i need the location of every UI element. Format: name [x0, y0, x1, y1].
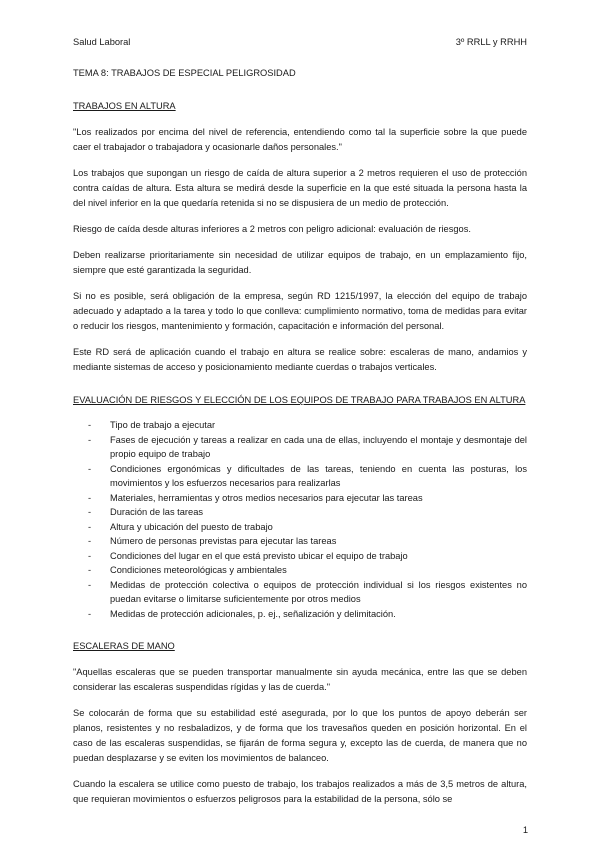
list-item: - Tipo de trabajo a ejecutar [73, 418, 527, 433]
list-item: - Condiciones del lugar en el que está previsto ubicar el equipo de trabajo [73, 549, 527, 564]
header-course: 3º RRLL y RRHH [455, 37, 527, 47]
bullet-dash: - [88, 565, 92, 575]
paragraph-obligacion-empresa: Si no es posible, será obligación de la empresa, según RD 1215/1997, la elección del equipo de trabajo adecuado y adaptado a la tarea y todo lo que conlleva: cumplimiento normativo, toma de medidas para evitar o reducir los riesgos, mantenimiento y formación, capacitación e información del personal. [73, 291, 527, 331]
paragraph-2-metros: Los trabajos que supongan un riesgo de caída de altura superior a 2 metros requieren el uso de protección contra caídas de altura. Esta altura se medirá desde la superficie en la que esté situada la persona hasta la del nivel inferior en la que quedaría retenida si no se dispusiera de un medio de protección. [73, 168, 527, 208]
evaluation-list [73, 418, 527, 621]
bullet-dash: - [88, 579, 92, 590]
header-subject: Salud Laboral [73, 37, 131, 47]
list-item: - Materiales, herramientas y otros medios necesarios para ejecutar las tareas [73, 491, 527, 506]
bullet-dash: - [88, 492, 92, 503]
list-item: - Número de personas previstas para ejecutar las tareas [73, 534, 527, 549]
paragraph-prioridad: Deben realizarse prioritariamente sin necesidad de utilizar equipos de trabajo, en un emplazamiento fijo, siempre que esté garantizada la seguridad. [73, 250, 527, 275]
document-title: TEMA 8: TRABAJOS DE ESPECIAL PELIGROSIDAD [73, 68, 296, 78]
paragraph-definicion-escaleras: "Aquellas escaleras que se pueden transportar manualmente sin ayuda mecánica, entre las que se deben considerar las escaleras suspendidas rígidas y las de cuerda." [73, 667, 527, 692]
paragraph-definition: "Los realizados por encima del nivel de referencia, entendiendo como tal la superficie sobre la que puede caer el trabajador o trabajadora y ocasionarle daños personales." [73, 127, 527, 152]
bullet-dash: - [88, 536, 92, 546]
list-item: - Medidas de protección adicionales, p. ej., señalización y delimitación. [73, 607, 527, 622]
bullet-dash: - [88, 550, 92, 561]
bullet-dash: - [88, 463, 92, 474]
bullet-dash: - [88, 507, 92, 517]
list-item: - Altura y ubicación del puesto de trabajo [73, 520, 527, 535]
bullet-dash: - [88, 521, 92, 532]
bullet-dash: - [88, 434, 92, 445]
paragraph-colocacion: Se colocarán de forma que su estabilidad esté asegurada, por lo que los puntos de apoyo deberán ser planos, resistentes y no resbaladizos, y de forma que los travesaños queden en posición horizontal. En el caso de las escaleras suspendidas, se fijarán de forma segura y, excepto las de cuerda, de manera que no puedan desplazarse y se eviten los movimientos de balanceo. [73, 708, 527, 763]
section-heading-evaluacion: EVALUACIÓN DE RIESGOS Y ELECCIÓN DE LOS EQUIPOS DE TRABAJO PARA TRABAJOS EN ALTURA [73, 395, 526, 405]
list-item: - Medidas de protección colectiva o equipos de protección individual si los riesgos existentes no puedan evitarse o limitarse suficientemente por otros medios [88, 579, 527, 604]
paragraph-aplicacion-rd: Este RD será de aplicación cuando el trabajo en altura se realice sobre: escaleras de mano, andamios y mediante sistemas de acceso y posicionamiento mediante cuerdas o trabajos verticales. [73, 347, 527, 372]
bullet-dash: - [88, 420, 92, 430]
paragraph-puesto-trabajo: Cuando la escalera se utilice como puesto de trabajo, los trabajos realizados a más de 3,5 metros de altura, que requieran movimientos o esfuerzos peligrosos para la estabilidad de la persona, sólo se [73, 779, 527, 804]
section-heading-trabajos-altura: TRABAJOS EN ALTURA [73, 101, 176, 111]
list-item: - Fases de ejecución y tareas a realizar en cada una de ellas, incluyendo el montaje y desmontaje del propio equipo de trabajo [88, 434, 527, 459]
page-header [73, 36, 527, 48]
list-item: - Condiciones meteorológicas y ambientales [73, 563, 527, 578]
page-number: 1 [522, 825, 528, 835]
section-heading-escaleras: ESCALERAS DE MANO [73, 641, 175, 651]
bullet-dash: - [88, 608, 92, 619]
list-item: - Condiciones ergonómicas y dificultades de las tareas, teniendo en cuenta las posturas, los movimientos y los esfuerzos necesarios para realizarlas [88, 463, 527, 488]
paragraph-riesgo-inferior: Riesgo de caída desde alturas inferiores a 2 metros con peligro adicional: evaluación de riesgos. [73, 224, 471, 234]
list-item: - Duración de las tareas [73, 505, 527, 520]
